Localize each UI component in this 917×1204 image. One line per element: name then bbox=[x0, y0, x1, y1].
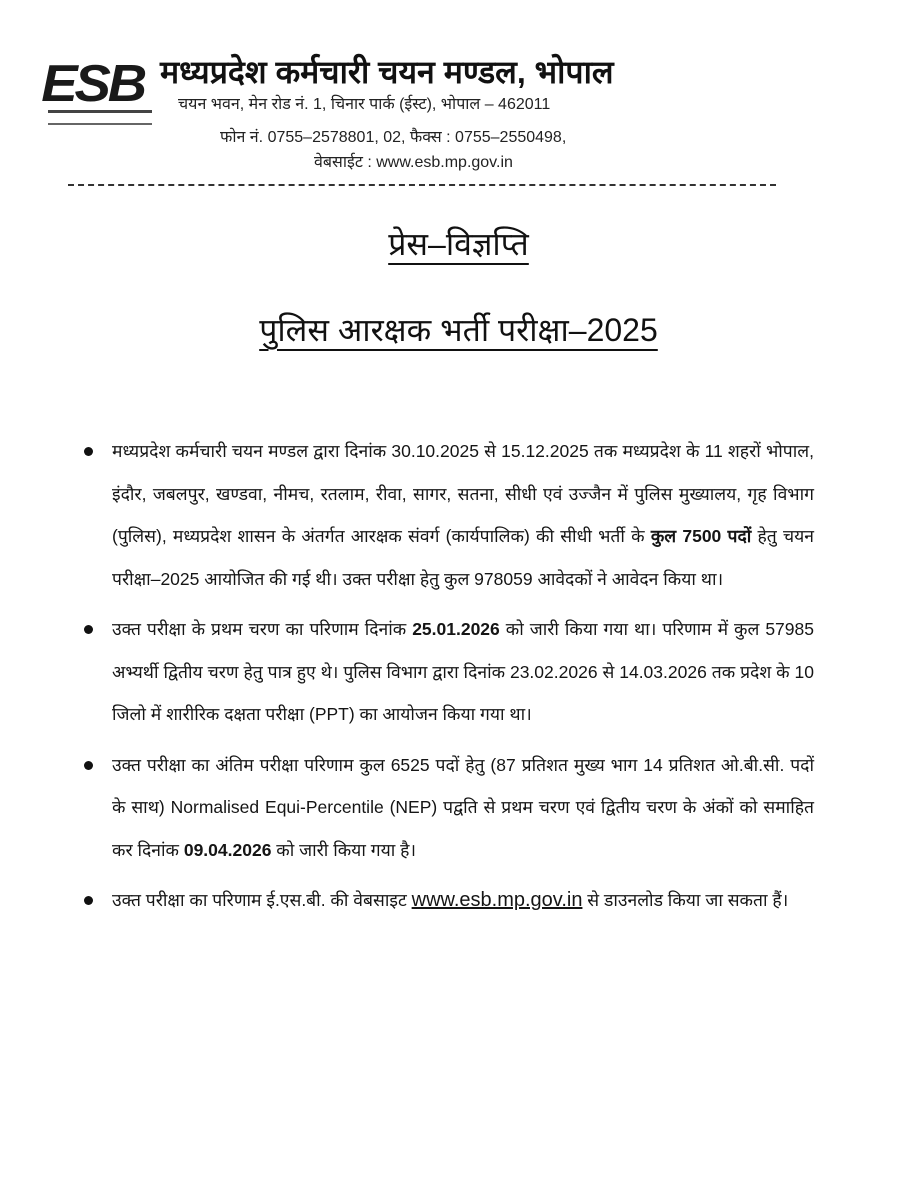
bullet-text: हेतु चयन परीक्षा–2025 आयोजित की गई थी। उक्त परीक्षा हेतु कुल 978059 आवेदकों ने आवेदन किया था। bbox=[112, 526, 814, 589]
bullet-bold-date: 09.04.2026 bbox=[183, 839, 272, 860]
bullet-dot-icon bbox=[84, 896, 93, 905]
exam-title-heading bbox=[0, 308, 917, 352]
press-release-heading bbox=[0, 222, 917, 266]
bullet-item-3 bbox=[84, 744, 814, 872]
bullet-dot-icon bbox=[84, 447, 93, 456]
exam-title-text: पुलिस आरक्षक भर्ती परीक्षा–2025 bbox=[259, 312, 658, 348]
organization-name: मध्यप्रदेश कर्मचारी चयन मण्डल, भोपाल bbox=[160, 54, 614, 90]
bullet-bold-text: कुल 7500 पदों bbox=[650, 526, 752, 546]
bullet-text: उक्त परीक्षा के प्रथम चरण का परिणाम दिनांक bbox=[112, 619, 413, 639]
address-line: चयन भवन, मेन रोड नं. 1, चिनार पार्क (ईस्ट), भोपाल – 462011 bbox=[178, 96, 551, 113]
bullet-text: उक्त परीक्षा का अंतिम परीक्षा परिणाम कुल 6525 पदों हेतु (87 प्रतिशत मुख्य भाग 14 प्रतिशत ओ.बी.सी. पदों के साथ) Normalised Equi-Percentile (NEP) पद्वति से प्रथम चरण एवं द्वितीय चरण के अंकों को समाहित कर दिनांक bbox=[112, 754, 814, 860]
header-divider bbox=[68, 184, 776, 186]
bullet-text: को जारी किया गया था। परिणाम में कुल 57985 अभ्यर्थी द्वितीय चरण हेतु पात्र हुए थे। पुलिस विभाग द्वारा दिनांक 23.02.2026 से 14.03.2026 तक प्रदेश के 10 जिलो में शारीरिक दक्षता परीक्षा (PPT) का आयोजन किया गया था। bbox=[112, 619, 814, 724]
press-release-text: प्रेस–विज्ञप्ति bbox=[388, 226, 529, 262]
bullet-item-4 bbox=[84, 879, 814, 922]
bullet-bold-date: 25.01.2026 bbox=[412, 619, 500, 639]
website-line: वेबसाईट : www.esb.mp.gov.in bbox=[314, 154, 513, 171]
bullet-dot-icon bbox=[84, 761, 93, 770]
logo-text: ESB bbox=[41, 55, 145, 113]
bullet-item-1 bbox=[84, 430, 814, 600]
bullet-text: को जारी किया गया है। bbox=[271, 839, 417, 860]
phone-fax-line: फोन नं. 0755–2578801, 02, फैक्स : 0755–2550498, bbox=[220, 129, 567, 146]
website-link[interactable]: www.esb.mp.gov.in bbox=[411, 889, 583, 911]
bullet-dot-icon bbox=[84, 625, 93, 634]
esb-logo bbox=[41, 55, 156, 122]
bullet-list bbox=[84, 430, 814, 930]
bullet-text: मध्यप्रदेश कर्मचारी चयन मण्डल द्वारा दिनांक 30.10.2025 से 15.12.2025 तक मध्यप्रदेश के 11 शहरों भोपाल, इंदौर, जबलपुर, खण्डवा, नीमच, रतलाम, रीवा, सागर, सतना, सीधी एवं उज्जैन में पुलिस मुख्यालय, गृह विभाग (पुलिस), मध्यप्रदेश शासन के अंतर्गत आरक्षक संवर्ग (कार्यपालिक) की सीधी भर्ती के bbox=[112, 441, 814, 546]
bullet-item-2 bbox=[84, 608, 814, 736]
bullet-text: से डाउनलोड किया जा सकता हैं। bbox=[582, 890, 789, 910]
bullet-text: उक्त परीक्षा का परिणाम ई.एस.बी. की वेबसाइट bbox=[112, 890, 412, 910]
logo-underline bbox=[48, 110, 152, 125]
